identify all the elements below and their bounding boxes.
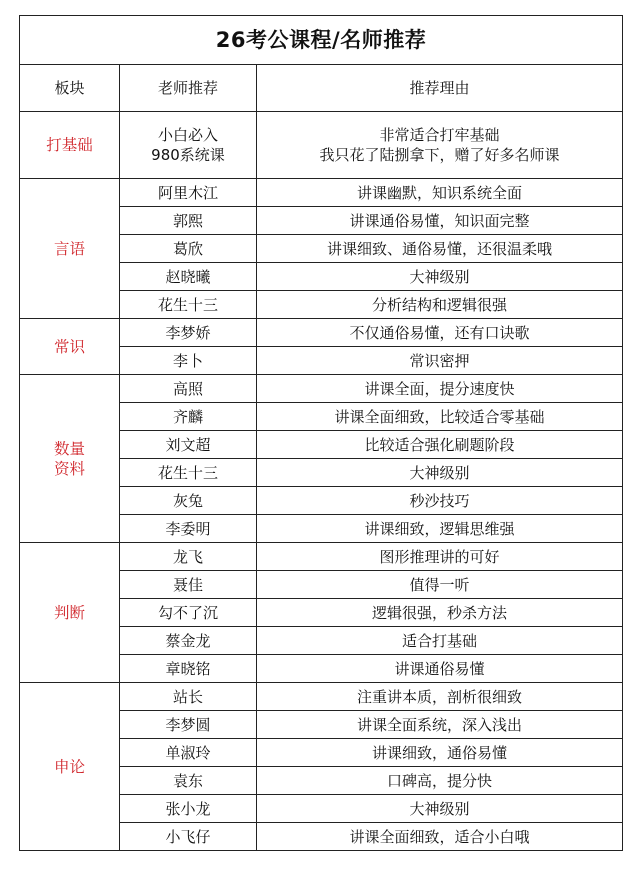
teacher-cell: 高照 [120, 375, 257, 403]
category-cell: 常识 [20, 319, 120, 375]
reason-cell: 分析结构和逻辑很强 [257, 291, 623, 319]
header-row [20, 65, 623, 112]
category-cell: 打基础 [20, 112, 120, 179]
category-cell: 申论 [20, 683, 120, 851]
reason-cell: 口碑高，提分快 [257, 767, 623, 795]
reason-cell: 讲课幽默，知识系统全面 [257, 179, 623, 207]
reason-cell: 不仅通俗易懂，还有口诀歌 [257, 319, 623, 347]
teacher-cell: 站长 [120, 683, 257, 711]
reason-cell: 秒沙技巧 [257, 487, 623, 515]
teacher-cell: 小飞仔 [120, 823, 257, 851]
teacher-cell: 龙飞 [120, 543, 257, 571]
teacher-cell: 蔡金龙 [120, 627, 257, 655]
table-row [20, 179, 623, 207]
reason-cell: 讲课细致、通俗易懂，还很温柔哦 [257, 235, 623, 263]
reason-cell: 比较适合强化刷题阶段 [257, 431, 623, 459]
teacher-cell: 袁东 [120, 767, 257, 795]
reason-cell: 大神级别 [257, 795, 623, 823]
header-reason: 推荐理由 [257, 65, 623, 112]
reason-cell: 讲课全面系统，深入浅出 [257, 711, 623, 739]
header-block: 板块 [20, 65, 120, 112]
category-cell: 言语 [20, 179, 120, 319]
teacher-cell: 葛欣 [120, 235, 257, 263]
teacher-cell: 单淑玲 [120, 739, 257, 767]
teacher-cell: 花生十三 [120, 459, 257, 487]
teacher-cell: 李梦圆 [120, 711, 257, 739]
teacher-cell: 李梦娇 [120, 319, 257, 347]
category-cell: 判断 [20, 543, 120, 683]
teacher-cell: 聂佳 [120, 571, 257, 599]
teacher-cell: 花生十三 [120, 291, 257, 319]
page-title: 26考公课程/名师推荐 [20, 16, 623, 65]
table-row [20, 319, 623, 347]
teacher-cell: 郭熙 [120, 207, 257, 235]
teacher-cell: 章晓铭 [120, 655, 257, 683]
reason-cell: 讲课全面，提分速度快 [257, 375, 623, 403]
teacher-cell: 齐麟 [120, 403, 257, 431]
table-row [20, 683, 623, 711]
category-cell: 数量 资料 [20, 375, 120, 543]
teacher-cell: 张小龙 [120, 795, 257, 823]
table-row [20, 112, 623, 179]
teacher-cell: 阿里木江 [120, 179, 257, 207]
teacher-cell: 勾不了沉 [120, 599, 257, 627]
reason-cell: 值得一听 [257, 571, 623, 599]
reason-cell: 讲课通俗易懂，知识面完整 [257, 207, 623, 235]
reason-cell: 讲课细致，通俗易懂 [257, 739, 623, 767]
teacher-cell: 李委明 [120, 515, 257, 543]
reason-cell: 常识密押 [257, 347, 623, 375]
reason-cell: 大神级别 [257, 459, 623, 487]
teacher-cell: 小白必入 980系统课 [120, 112, 257, 179]
reason-cell: 讲课细致，逻辑思维强 [257, 515, 623, 543]
reason-cell: 大神级别 [257, 263, 623, 291]
reason-cell: 非常适合打牢基础 我只花了陆捌拿下，赠了好多名师课 [257, 112, 623, 179]
table-row [20, 375, 623, 403]
teacher-cell: 刘文超 [120, 431, 257, 459]
recommendation-sheet [19, 15, 622, 851]
teacher-cell: 李卜 [120, 347, 257, 375]
header-teacher: 老师推荐 [120, 65, 257, 112]
table-row [20, 543, 623, 571]
reason-cell: 适合打基础 [257, 627, 623, 655]
reason-cell: 图形推理讲的可好 [257, 543, 623, 571]
reason-cell: 讲课通俗易懂 [257, 655, 623, 683]
reason-cell: 讲课全面细致，适合小白哦 [257, 823, 623, 851]
reason-cell: 逻辑很强，秒杀方法 [257, 599, 623, 627]
teacher-cell: 灰兔 [120, 487, 257, 515]
recommendation-table [19, 15, 623, 851]
teacher-cell: 赵晓曦 [120, 263, 257, 291]
reason-cell: 注重讲本质，剖析很细致 [257, 683, 623, 711]
reason-cell: 讲课全面细致，比较适合零基础 [257, 403, 623, 431]
